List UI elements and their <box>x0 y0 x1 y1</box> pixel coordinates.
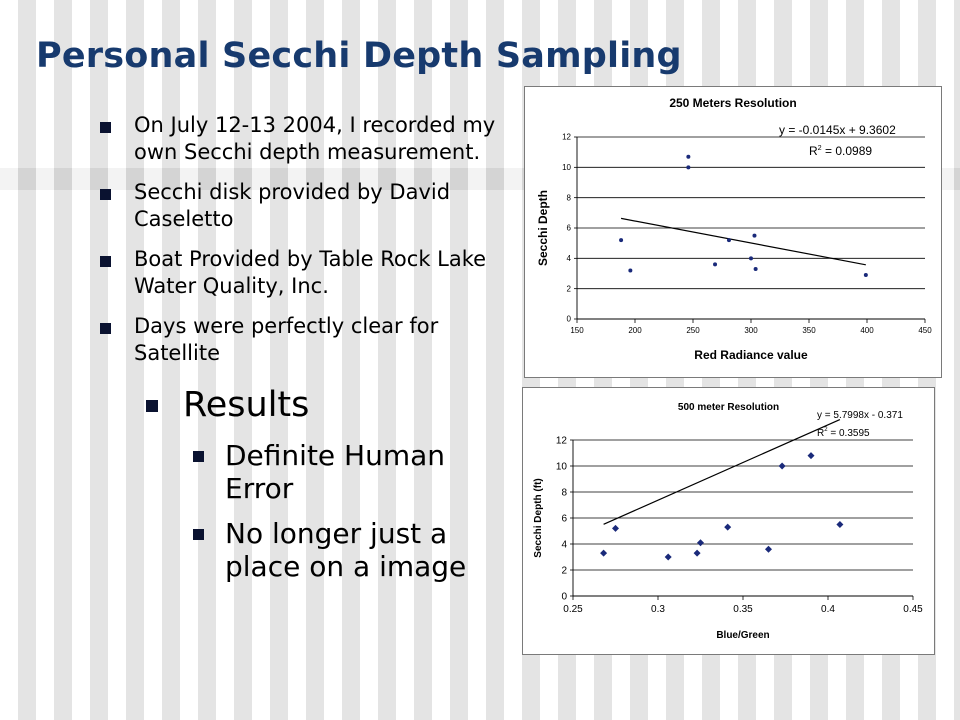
results-heading <box>146 385 500 425</box>
data-point <box>619 238 623 242</box>
y-tick-label: 10 <box>555 461 567 473</box>
bullet-square-icon <box>146 400 158 412</box>
data-point <box>697 539 704 546</box>
bullet-list <box>100 112 500 595</box>
x-tick-label: 0.4 <box>821 604 835 615</box>
y-tick-label: 12 <box>562 132 571 142</box>
bullet-text: On July 12-13 2004, I recorded my own Secchi depth measurement. <box>134 113 496 164</box>
x-tick-label: 0.45 <box>903 604 923 615</box>
r-squared-symbol: R <box>809 144 818 158</box>
x-axis-label: Blue/Green <box>716 630 770 641</box>
y-axis-label: Secchi Depth <box>536 189 550 267</box>
y-tick-label: 8 <box>561 487 567 499</box>
x-tick-label: 200 <box>628 326 642 335</box>
r-squared-label <box>817 427 870 439</box>
bullet-square-icon <box>193 451 204 462</box>
y-tick-label: 4 <box>561 539 567 551</box>
x-tick-label: 350 <box>802 326 816 335</box>
r-squared-exponent: 2 <box>817 143 822 152</box>
y-tick-label: 6 <box>561 513 567 525</box>
data-point <box>752 234 756 238</box>
x-tick-label: 0.3 <box>651 604 665 615</box>
bullet-square-icon <box>193 529 204 540</box>
y-axis-label: Secchi Depth (ft) <box>533 478 544 558</box>
r-squared-symbol: R <box>817 428 825 439</box>
chart-title: 250 Meters Resolution <box>669 96 797 110</box>
data-point <box>713 262 717 266</box>
data-point <box>628 268 632 272</box>
data-point <box>808 452 815 459</box>
r-squared-value: = 0.0989 <box>821 144 873 158</box>
trendline-equation: y = -0.0145x + 9.3602 <box>779 123 896 137</box>
bullet-item <box>100 246 500 300</box>
data-point <box>864 273 868 277</box>
results-label: Results <box>183 385 310 425</box>
bullet-text: Secchi disk provided by David Caseletto <box>134 180 451 231</box>
page-title: Personal Secchi Depth Sampling <box>36 36 682 76</box>
x-tick-label: 300 <box>744 326 758 335</box>
trendline <box>604 420 840 525</box>
data-point <box>686 155 690 159</box>
chart-250m-svg <box>525 87 941 377</box>
y-tick-label: 0 <box>566 314 571 324</box>
data-point <box>765 546 772 553</box>
data-point <box>754 267 758 271</box>
x-tick-label: 0.35 <box>733 604 753 615</box>
x-tick-label: 250 <box>686 326 700 335</box>
y-tick-label: 0 <box>561 591 567 603</box>
bullet-square-icon <box>100 122 111 133</box>
bullet-square-icon <box>100 323 111 334</box>
chart-250m-resolution <box>524 86 942 378</box>
x-tick-label: 400 <box>860 326 874 335</box>
r-squared-exponent: 2 <box>824 427 828 433</box>
y-tick-label: 4 <box>566 254 571 263</box>
r-squared-label <box>809 143 872 158</box>
trendline <box>621 218 866 264</box>
y-tick-label: 6 <box>566 223 571 233</box>
bullet-square-icon <box>100 189 111 200</box>
data-point <box>727 238 731 242</box>
data-point <box>600 550 607 557</box>
chart-500m-resolution <box>522 387 935 655</box>
data-point <box>836 521 843 528</box>
y-tick-label: 12 <box>555 435 567 447</box>
data-point <box>779 463 786 470</box>
bullet-text: Boat Provided by Table Rock Lake Water Quality, Inc. <box>134 247 487 298</box>
chart-500m-svg <box>523 388 934 654</box>
results-item-text: No longer just a place on a image <box>225 517 467 583</box>
x-tick-label: 150 <box>570 326 584 335</box>
trendline-equation: y = 5.7998x - 0.371 <box>817 410 903 421</box>
results-item <box>193 439 500 505</box>
results-item <box>193 517 500 583</box>
x-tick-label: 0.25 <box>563 604 583 615</box>
data-point <box>686 165 690 169</box>
bullet-item <box>100 313 500 367</box>
data-point <box>749 256 753 260</box>
x-tick-label: 450 <box>918 326 932 335</box>
data-point <box>694 550 701 557</box>
r-squared-value: = 0.3595 <box>827 428 870 439</box>
y-tick-label: 2 <box>566 284 571 294</box>
y-tick-label: 8 <box>566 193 571 203</box>
bullet-item <box>100 112 500 166</box>
data-point <box>724 524 731 531</box>
data-point <box>612 525 619 532</box>
y-tick-label: 10 <box>562 163 571 172</box>
bullet-square-icon <box>100 256 111 267</box>
bullet-text: Days were perfectly clear for Satellite <box>134 314 439 365</box>
y-tick-label: 2 <box>561 565 567 577</box>
chart-title: 500 meter Resolution <box>677 402 780 413</box>
x-axis-label: Red Radiance value <box>694 348 808 362</box>
data-point <box>665 554 672 561</box>
bullet-item <box>100 179 500 233</box>
results-item-text: Definite Human Error <box>225 439 446 505</box>
